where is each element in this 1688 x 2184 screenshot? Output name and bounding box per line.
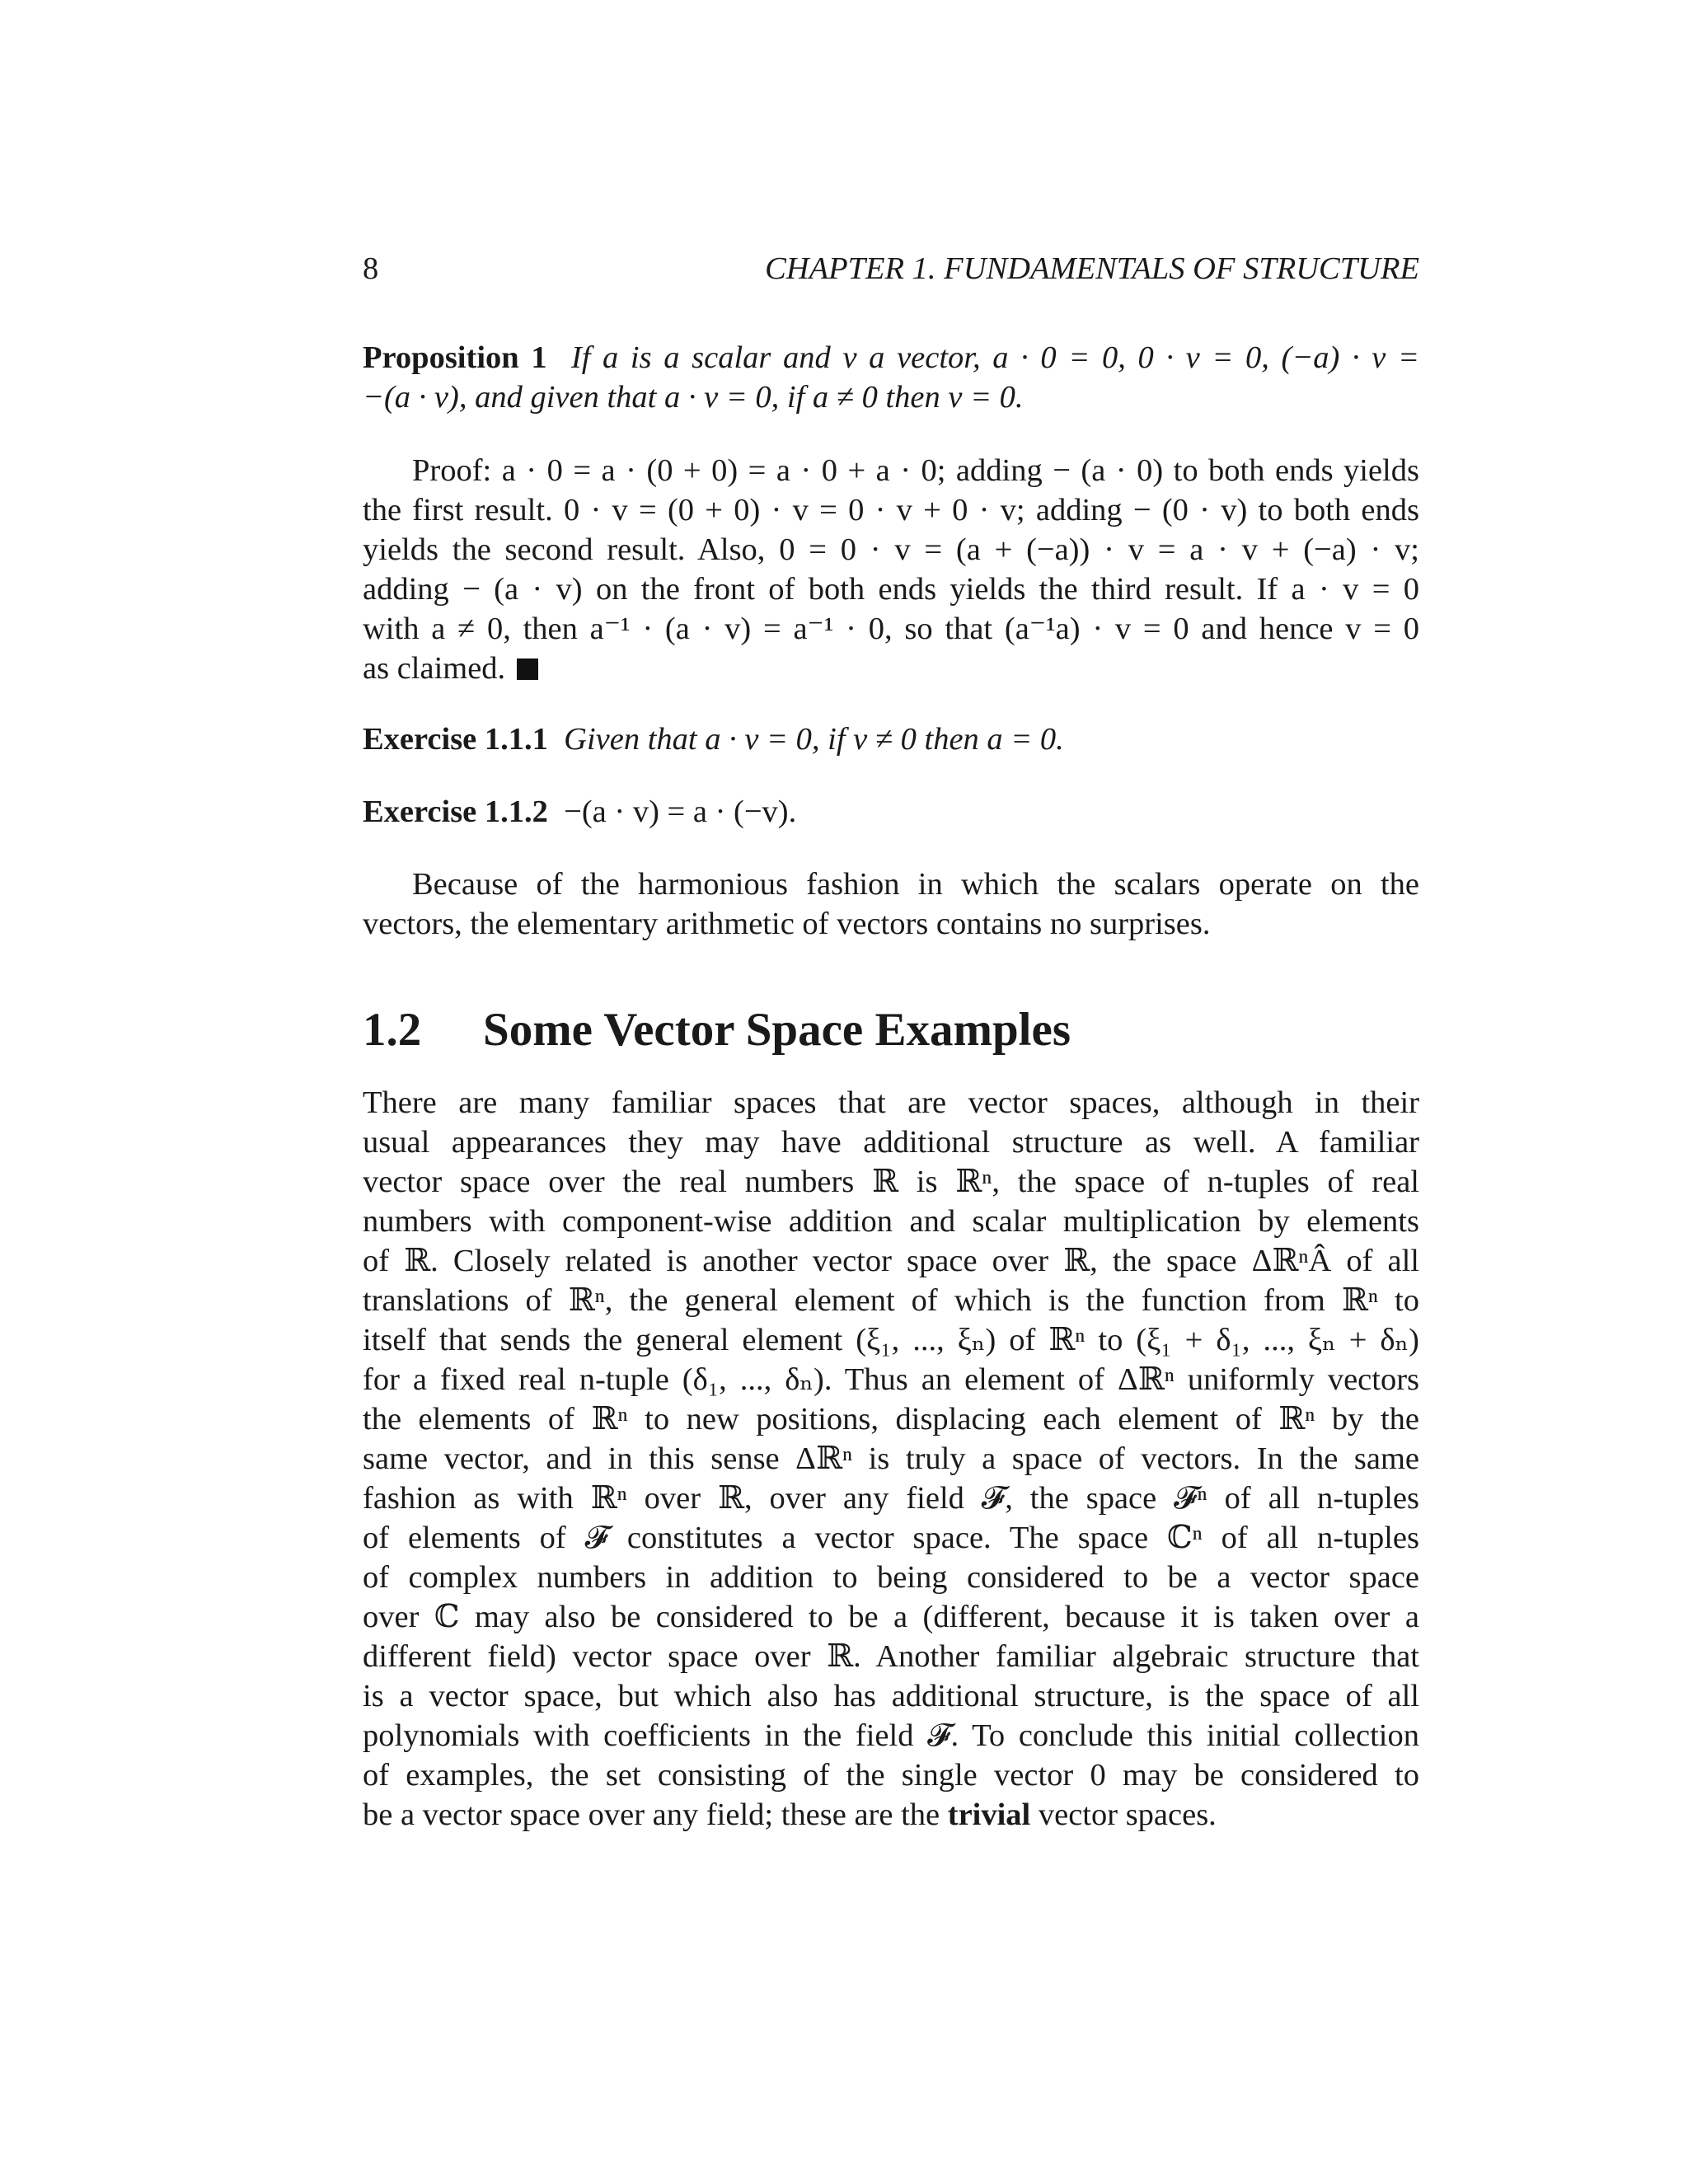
trivial-term: trivial bbox=[947, 1797, 1031, 1832]
paragraph-line: of complex numbers in addition to being considered to be a vector space bbox=[363, 1560, 1419, 1595]
last-line-end: vector spaces. bbox=[1038, 1797, 1217, 1832]
section-number: 1.2 bbox=[363, 1004, 422, 1056]
paragraph-line: Because of the harmonious fashion in which the scalars operate on the bbox=[412, 867, 1419, 902]
paragraph-line: of examples, the set consisting of the single vector 0 may be considered to bbox=[363, 1758, 1419, 1793]
exercise-line bbox=[363, 792, 1419, 832]
page-header bbox=[363, 249, 1419, 288]
paragraph-line: different field) vector space over ℝ. Another familiar algebraic structure that bbox=[363, 1639, 1419, 1674]
section-heading bbox=[363, 1001, 1419, 1059]
paragraph-line: polynomials with coefficients in the field 𝓕. To conclude this initial collection bbox=[363, 1718, 1419, 1753]
proof-line: the first result. 0 · v = (0 + 0) · v = 0 · v + 0 · v; adding − (0 · v) to both ends bbox=[363, 493, 1419, 527]
qed-square-icon bbox=[517, 658, 538, 680]
paragraph-line: itself that sends the general element (ξ₁, ..., ξₙ) of ℝⁿ to (ξ₁ + δ₁, ..., ξₙ + δₙ) bbox=[363, 1323, 1419, 1357]
exercise-text: Given that a · v = 0, if v ≠ 0 then a = 0. bbox=[564, 722, 1064, 757]
proof-line: with a ≠ 0, then a⁻¹ · (a · v) = a⁻¹ · 0, so that (a⁻¹a) · v = 0 and hence v = 0 bbox=[363, 612, 1419, 646]
proposition-line-1 bbox=[363, 338, 1419, 377]
running-title: CHAPTER 1. FUNDAMENTALS OF STRUCTURE bbox=[765, 251, 1419, 286]
paragraph-line: vector space over the real numbers ℝ is ℝⁿ, the space of n-tuples of real bbox=[363, 1165, 1419, 1199]
paragraph-line: is a vector space, but which also has additional structure, is the space of all bbox=[363, 1679, 1419, 1713]
paragraph-line: usual appearances they may have additional structure as well. A familiar bbox=[363, 1125, 1419, 1160]
proposition-line-2: −(a · v), and given that a · v = 0, if a ≠ 0 then v = 0. bbox=[363, 380, 1024, 415]
proof-line-last bbox=[363, 649, 1419, 688]
paragraph-line-last bbox=[363, 1795, 1419, 1835]
proof-line: Proof: a · 0 = a · (0 + 0) = a · 0 + a · 0; adding − (a · 0) to both ends yields bbox=[412, 453, 1419, 488]
paragraph-line: over ℂ may also be considered to be a (different, because it is taken over a bbox=[363, 1600, 1419, 1634]
proof-line: yields the second result. Also, 0 = 0 · v = (a + (−a)) · v = a · v + (−a) · v; bbox=[363, 532, 1419, 567]
exercise-text: −(a · v) = a · (−v). bbox=[564, 794, 797, 829]
proof-line: adding − (a · v) on the front of both ends yields the third result. If a · v = 0 bbox=[363, 572, 1419, 607]
paragraph-line: the elements of ℝⁿ to new positions, displacing each element of ℝⁿ by the bbox=[363, 1402, 1419, 1436]
paragraph-line: same vector, and in this sense Δℝⁿ is truly a space of vectors. In the same bbox=[363, 1441, 1419, 1476]
section-title: Some Vector Space Examples bbox=[483, 1004, 1071, 1056]
paragraph-line: for a fixed real n-tuple (δ₁, ..., δₙ). Thus an element of Δℝⁿ uniformly vectors bbox=[363, 1362, 1419, 1397]
exercise-label: Exercise 1.1.2 bbox=[363, 794, 548, 829]
exercise-label: Exercise 1.1.1 bbox=[363, 722, 548, 757]
paragraph-line: fashion as with ℝⁿ over ℝ, over any field 𝓕, the space 𝓕ⁿ of all n-tuples bbox=[363, 1481, 1419, 1516]
paragraph-line: numbers with component-wise addition and scalar multiplication by elements bbox=[363, 1204, 1419, 1239]
paragraph-line: vectors, the elementary arithmetic of vectors contains no surprises. bbox=[363, 907, 1211, 941]
page-number: 8 bbox=[363, 251, 379, 286]
proof-closing-text: as claimed. bbox=[363, 651, 506, 686]
paragraph-line: There are many familiar spaces that are vector spaces, although in their bbox=[363, 1085, 1419, 1120]
proposition-text-1: If a is a scalar and v a vector, a · 0 = 0, 0 · v = 0, (−a) · v = bbox=[570, 340, 1419, 375]
paragraph-line: of elements of 𝓕 constitutes a vector space. The space ℂⁿ of all n-tuples bbox=[363, 1521, 1419, 1555]
last-line-start: be a vector space over any field; these are the bbox=[363, 1797, 940, 1832]
paragraph-line: translations of ℝⁿ, the general element of which is the function from ℝⁿ to bbox=[363, 1283, 1419, 1318]
proposition-label: Proposition 1 bbox=[363, 340, 547, 375]
paragraph-line: of ℝ. Closely related is another vector space over ℝ, the space ΔℝⁿÂ of all bbox=[363, 1244, 1419, 1278]
exercise-line bbox=[363, 719, 1419, 759]
